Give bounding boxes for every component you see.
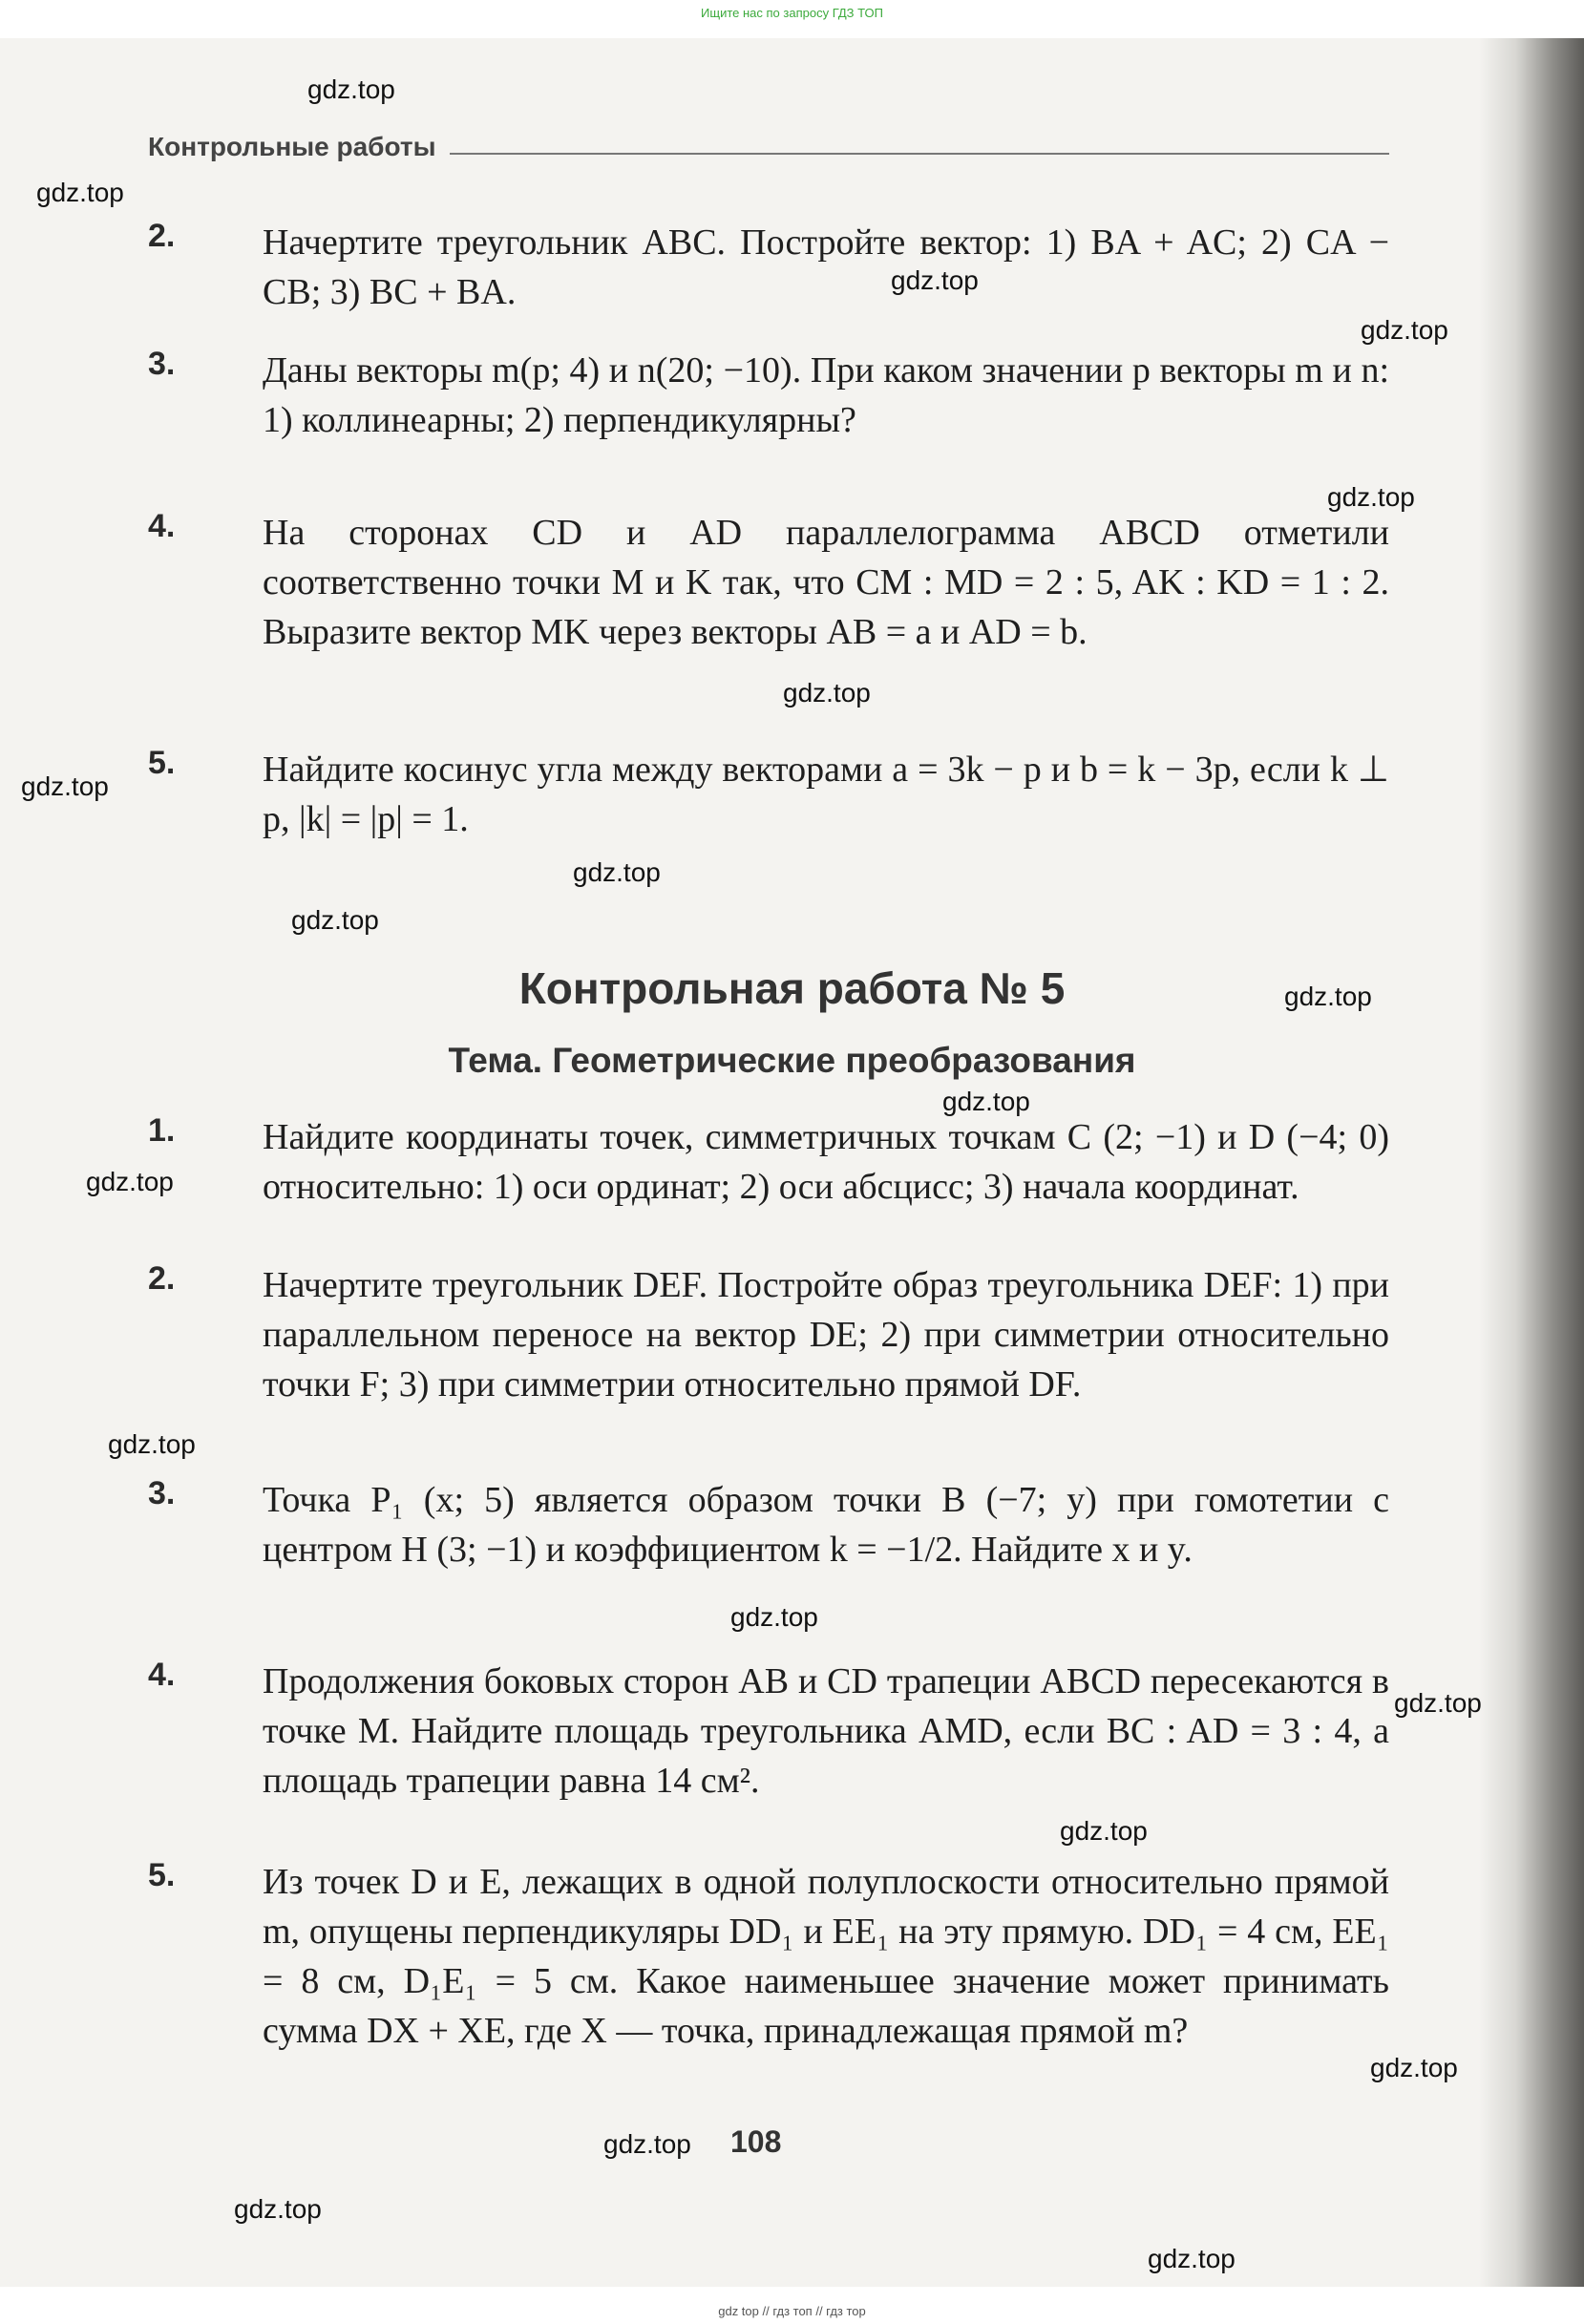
- watermark: gdz.top: [21, 771, 109, 801]
- watermark: gdz.top: [1148, 2244, 1236, 2273]
- task-text: Найдите косинус угла между векторами a = 3k − p и b = k − 3p, если k ⊥ p, |k| = |p| = 1.: [263, 750, 1389, 839]
- task-text: Точка P₁ (x; 5) является образом точки B (−7; y) при гомотетии с центром H (3; −1) и коэффициентом k = −1/2. Найдите x и y.: [263, 1480, 1389, 1570]
- watermark: gdz.top: [1060, 1816, 1148, 1846]
- task-number: 5.: [148, 1857, 176, 1893]
- watermark: gdz.top: [291, 905, 379, 935]
- watermark: gdz.top: [1284, 982, 1372, 1011]
- page-number: 108: [730, 2124, 782, 2159]
- watermark: gdz.top: [942, 1087, 1030, 1116]
- task-text: Даны векторы m(p; 4) и n(20; −10). При каком значении p векторы m и n: 1) коллинеарны; 2) перпендикулярны?: [263, 350, 1389, 440]
- task-number: 2.: [148, 218, 176, 254]
- watermark: gdz.top: [891, 265, 979, 295]
- task-text: Начертите треугольник ABC. Постройте вектор: 1) BA + AC; 2) CA − CB; 3) BC + BA.: [263, 222, 1389, 312]
- task-text: На сторонах CD и AD параллелограмма ABCD отметили соответственно точки M и K так, что CM : MD = 2 : 5, AK : KD = 1 : 2. Выразите вектор MK через векторы AB = a и AD = b.: [263, 513, 1389, 652]
- task-number: 2.: [148, 1260, 176, 1297]
- task-text: Из точек D и E, лежащих в одной полуплоскости относительно прямой m, опущены перпендикуляры DD₁ и EE₁ на эту прямую. DD₁ = 4 см, EE₁ = 8 см, D₁E₁ = 5 см. Какое наименьшее значение может принимать сумма DX + XE, где X — точка, принадлежащая прямой m?: [263, 1862, 1389, 2051]
- watermark: gdz.top: [36, 178, 124, 207]
- watermark: gdz.top: [1327, 482, 1415, 512]
- header-title: Контрольные работы: [148, 132, 450, 161]
- watermark: gdz.top: [108, 1429, 196, 1459]
- running-header: [148, 132, 1389, 170]
- bottom-banner[interactable]: gdz top // гдз топ // гдз тор: [718, 2304, 866, 2318]
- watermark: gdz.top: [307, 74, 395, 104]
- watermark: gdz.top: [86, 1167, 174, 1196]
- task-number: 3.: [148, 346, 176, 382]
- watermark: gdz.top: [1361, 315, 1448, 345]
- task-text: Найдите координаты точек, симметричных точкам C (2; −1) и D (−4; 0) относительно: 1) оси ординат; 2) оси абсцисс; 3) начала координат.: [263, 1117, 1389, 1207]
- watermark: gdz.top: [730, 1602, 818, 1632]
- section-topic: Тема. Геометрические преобразования: [448, 1041, 1136, 1080]
- page-spine-shadow: [1479, 38, 1584, 2287]
- watermark: gdz.top: [783, 678, 871, 708]
- watermark: gdz.top: [573, 857, 661, 887]
- top-banner[interactable]: Ищите нас по запросу ГДЗ ТОП: [701, 6, 883, 20]
- section-title: Контрольная работа № 5: [518, 963, 1066, 1013]
- task-text: Начертите треугольник DEF. Постройте образ треугольника DEF: 1) при параллельном переносе на вектор DE; 2) при симметрии относительно точки F; 3) при симметрии относительно прямой DF.: [263, 1265, 1389, 1405]
- task-number: 5.: [148, 745, 176, 781]
- task-number: 4.: [148, 1657, 176, 1693]
- watermark: gdz.top: [234, 2194, 322, 2224]
- task-number: 4.: [148, 508, 176, 544]
- watermark: gdz.top: [603, 2129, 691, 2159]
- task-text: Продолжения боковых сторон AB и CD трапеции ABCD пересекаются в точке M. Найдите площадь треугольника AMD, если BC : AD = 3 : 4, а площадь трапеции равна 14 см².: [263, 1661, 1389, 1801]
- task-number: 1.: [148, 1112, 176, 1149]
- watermark: gdz.top: [1370, 2053, 1458, 2082]
- task-number: 3.: [148, 1475, 176, 1511]
- watermark: gdz.top: [1394, 1688, 1482, 1718]
